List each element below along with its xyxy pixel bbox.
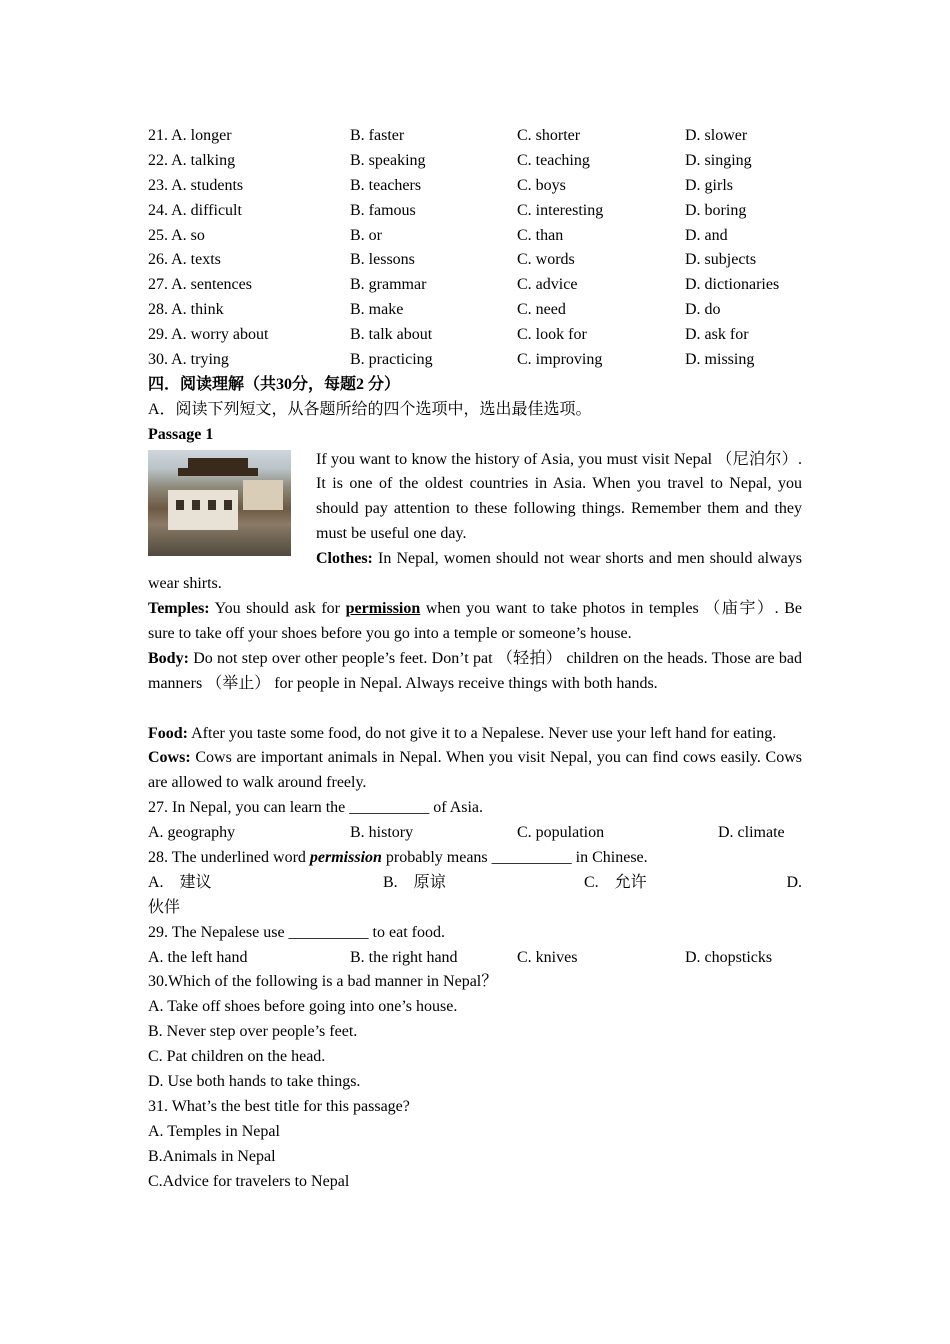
temple-photo	[148, 450, 291, 556]
cloze-option-text: B. or	[350, 226, 382, 244]
cloze-option-c[interactable]	[517, 149, 590, 174]
q28-option-b[interactable]: B. 原谅	[383, 873, 446, 891]
cows-label: Cows:	[148, 749, 191, 767]
cloze-option-c[interactable]	[517, 224, 563, 249]
cloze-option-d[interactable]	[685, 273, 779, 298]
cloze-option-text: C. than	[517, 226, 564, 244]
cloze-option-c[interactable]	[517, 174, 566, 199]
cloze-option-text: D. do	[685, 301, 721, 319]
cloze-number: 26.	[148, 251, 168, 269]
cloze-option-text: B. faster	[350, 127, 405, 144]
cloze-row	[148, 199, 802, 224]
cloze-option-b[interactable]	[350, 273, 426, 298]
q30-option-c[interactable]: C. Pat children on the head.	[148, 1048, 326, 1066]
cloze-option-b[interactable]	[350, 323, 432, 348]
cloze-option-c[interactable]	[517, 273, 577, 298]
cloze-option-d[interactable]	[685, 199, 746, 224]
cloze-option-b[interactable]	[350, 224, 382, 249]
cloze-option-d[interactable]	[685, 224, 728, 249]
temples-label: Temples:	[148, 600, 210, 618]
cloze-option-text: C. shorter	[517, 127, 581, 144]
cloze-option-c[interactable]	[517, 124, 580, 149]
cloze-option-d[interactable]	[685, 174, 733, 199]
spacer	[148, 697, 802, 722]
cloze-option-text: A. difficult	[171, 201, 242, 219]
cloze-option-text: D. girls	[685, 176, 733, 194]
cloze-number: 23.	[148, 176, 168, 194]
q31-option-a[interactable]: A. Temples in Nepal	[148, 1122, 280, 1140]
cloze-option-text: A. trying	[171, 351, 229, 369]
cloze-row	[148, 323, 802, 348]
cloze-option-d[interactable]	[685, 149, 752, 174]
cloze-option-text: A. sentences	[171, 276, 252, 294]
food-text: After you taste some food, do not give it to a Nepalese. Never use your left hand for eating.	[188, 724, 777, 742]
cloze-option-c[interactable]	[517, 199, 603, 224]
cloze-option-d[interactable]	[685, 323, 749, 348]
cloze-option-text: C. interesting	[517, 201, 604, 219]
cloze-number: 27.	[148, 276, 168, 294]
question-30-stem: 30.Which of the following is a bad manner in Nepal？	[148, 973, 498, 991]
permission-word: permission	[345, 600, 421, 618]
cloze-option-text: D. singing	[685, 151, 752, 169]
cloze-option-a[interactable]	[148, 298, 224, 323]
q29-option-b[interactable]: B. the right hand	[350, 948, 458, 966]
question-29-stem: 29. The Nepalese use __________ to eat food.	[148, 923, 445, 941]
q28-option-d[interactable]: D.	[786, 873, 802, 891]
q27-option-b[interactable]: B. history	[350, 824, 414, 842]
cloze-option-text: B. talk about	[350, 326, 433, 344]
q31-option-b[interactable]: B.Animals in Nepal	[148, 1147, 276, 1165]
cloze-option-a[interactable]	[148, 124, 232, 149]
section-title: 四．阅读理解（共30分，每题2 分）	[148, 375, 401, 393]
temples-paragraph	[148, 597, 802, 647]
cloze-option-d[interactable]	[685, 298, 721, 323]
cloze-option-text: B. practicing	[350, 351, 433, 369]
clothes-label: Clothes:	[316, 550, 373, 568]
q27-option-a[interactable]: A. geography	[148, 824, 236, 842]
document-page	[148, 124, 802, 1195]
cloze-option-b[interactable]	[350, 174, 421, 199]
q30-option-a[interactable]: A. Take off shoes before going into one’s house.	[148, 998, 458, 1016]
cloze-option-b[interactable]	[350, 248, 415, 273]
body-text: Do not step over other people’s feet. Don’t pat （轻拍） children on the heads. Those are bad manners （举止） for people in Nepal. Always receive things with both hands.	[148, 649, 802, 692]
cloze-option-c[interactable]	[517, 323, 587, 348]
question-28-options	[148, 871, 802, 896]
cloze-option-text: A. students	[171, 176, 244, 194]
temples-text-1: You should ask for	[209, 600, 346, 618]
cloze-option-a[interactable]	[148, 273, 252, 298]
cloze-option-text: D. slower	[685, 127, 748, 144]
cloze-option-text: A. so	[171, 226, 205, 244]
question-29-options	[148, 946, 802, 971]
cloze-option-text: A. talking	[171, 151, 236, 169]
cloze-option-c[interactable]	[517, 348, 602, 373]
cloze-option-text: D. boring	[685, 201, 747, 219]
cloze-option-a[interactable]	[148, 174, 243, 199]
cloze-option-text: C. need	[517, 301, 566, 319]
cloze-option-text: B. make	[350, 301, 404, 319]
cloze-option-c[interactable]	[517, 248, 575, 273]
cloze-option-a[interactable]	[148, 348, 229, 373]
temples-text-2: when you want to take photos in temples （庙宇）. Be sure to take off your shoes before you go into a temple or someone’s house.	[148, 600, 802, 642]
cloze-row	[148, 273, 802, 298]
cloze-number: 28.	[148, 301, 168, 319]
cloze-number: 29.	[148, 326, 168, 344]
cloze-option-text: B. speaking	[350, 151, 426, 169]
question-31-stem: 31. What’s the best title for this passage?	[148, 1097, 410, 1115]
cloze-option-text: D. missing	[685, 351, 755, 369]
question-27-stem: 27. In Nepal, you can learn the __________ of Asia.	[148, 799, 484, 817]
cloze-number: 21.	[148, 127, 168, 144]
body-paragraph	[148, 647, 802, 697]
cloze-option-text: B. grammar	[350, 276, 427, 294]
intro-paragraph: If you want to know the history of Asia, you must visit Nepal （尼泊尔）. It is one of the oldest countries in Asia. When you travel to Nepal, you should pay attention to these following things. Remember them and they must be useful one day.	[316, 450, 802, 543]
cloze-option-d[interactable]	[685, 124, 747, 149]
q28-option-c[interactable]: C. 允许	[584, 873, 647, 891]
question-28-stem	[148, 846, 802, 871]
cloze-options	[148, 124, 802, 373]
cloze-option-a[interactable]	[148, 323, 268, 348]
cloze-option-b[interactable]	[350, 149, 426, 174]
q29-option-d[interactable]: D. chopsticks	[685, 948, 773, 966]
cloze-row	[148, 248, 802, 273]
q30-option-d[interactable]: D. Use both hands to take things.	[148, 1073, 361, 1091]
cloze-row	[148, 298, 802, 323]
cloze-option-text: C. look for	[517, 326, 587, 344]
cloze-row	[148, 124, 802, 149]
cows-text: Cows are important animals in Nepal. When you visit Nepal, you can find cows easily. Cows are allowed to walk around freely.	[148, 749, 802, 792]
q27-option-c[interactable]: C. population	[517, 824, 605, 842]
cloze-number: 22.	[148, 151, 168, 169]
cloze-option-c[interactable]	[517, 298, 566, 323]
q28-stem-word: permission	[309, 849, 382, 867]
q27-option-d[interactable]: D. climate	[718, 824, 785, 842]
cloze-option-a[interactable]	[148, 199, 242, 224]
cloze-option-b[interactable]	[350, 298, 403, 323]
body-label: Body:	[148, 649, 189, 667]
passage-title: Passage 1	[148, 425, 214, 443]
cloze-option-text: B. famous	[350, 201, 416, 219]
cloze-option-text: B. teachers	[350, 176, 422, 194]
clothes-text: In Nepal, women should not wear shorts and men should always wear shirts.	[148, 550, 802, 593]
cloze-option-text: A. worry about	[171, 326, 269, 344]
q29-option-a[interactable]: A. the left hand	[148, 948, 248, 966]
cloze-option-a[interactable]	[148, 248, 221, 273]
cloze-option-text: A. think	[171, 301, 224, 319]
cloze-option-d[interactable]	[685, 248, 756, 273]
cloze-row	[148, 149, 802, 174]
passage-body	[148, 448, 802, 797]
cloze-option-text: D. and	[685, 226, 728, 244]
cloze-option-text: C. boys	[517, 176, 566, 194]
food-label: Food:	[148, 724, 188, 742]
cloze-option-text: D. subjects	[685, 251, 757, 269]
cloze-option-text: C. words	[517, 251, 575, 269]
cloze-option-text: D. ask for	[685, 326, 749, 344]
cloze-option-a[interactable]	[148, 224, 205, 249]
cloze-option-d[interactable]	[685, 348, 754, 373]
food-paragraph	[148, 722, 802, 747]
q30-option-b[interactable]: B. Never step over people’s feet.	[148, 1023, 358, 1041]
cloze-option-b[interactable]	[350, 199, 416, 224]
cloze-number: 25.	[148, 226, 168, 244]
q29-option-c[interactable]: C. knives	[517, 948, 578, 966]
cows-paragraph	[148, 746, 802, 796]
q31-option-c[interactable]: C.Advice for travelers to Nepal	[148, 1172, 350, 1190]
cloze-row	[148, 348, 802, 373]
cloze-option-b[interactable]	[350, 124, 404, 149]
cloze-option-b[interactable]	[350, 348, 433, 373]
cloze-option-text: A. texts	[171, 251, 221, 269]
q28-option-d-text: 伙伴	[148, 898, 181, 916]
cloze-option-text: B. lessons	[350, 251, 415, 269]
section-instruction: A．阅读下列短文，从各题所给的四个选项中，选出最佳选项。	[148, 400, 592, 418]
q28-stem-pre: 28. The underlined word	[148, 849, 310, 867]
cloze-option-a[interactable]	[148, 149, 235, 174]
cloze-number: 24.	[148, 201, 168, 219]
cloze-option-text: C. improving	[517, 351, 603, 369]
cloze-option-text: D. dictionaries	[685, 276, 780, 294]
cloze-row	[148, 174, 802, 199]
q28-option-a[interactable]: A. 建议	[148, 873, 212, 891]
cloze-number: 30.	[148, 351, 168, 369]
question-27-options	[148, 821, 802, 846]
cloze-option-text: C. teaching	[517, 151, 590, 169]
cloze-option-text: C. advice	[517, 276, 578, 294]
cloze-row	[148, 224, 802, 249]
cloze-option-text: A. longer	[171, 127, 232, 144]
q28-stem-post: probably means __________ in Chinese.	[381, 849, 648, 867]
